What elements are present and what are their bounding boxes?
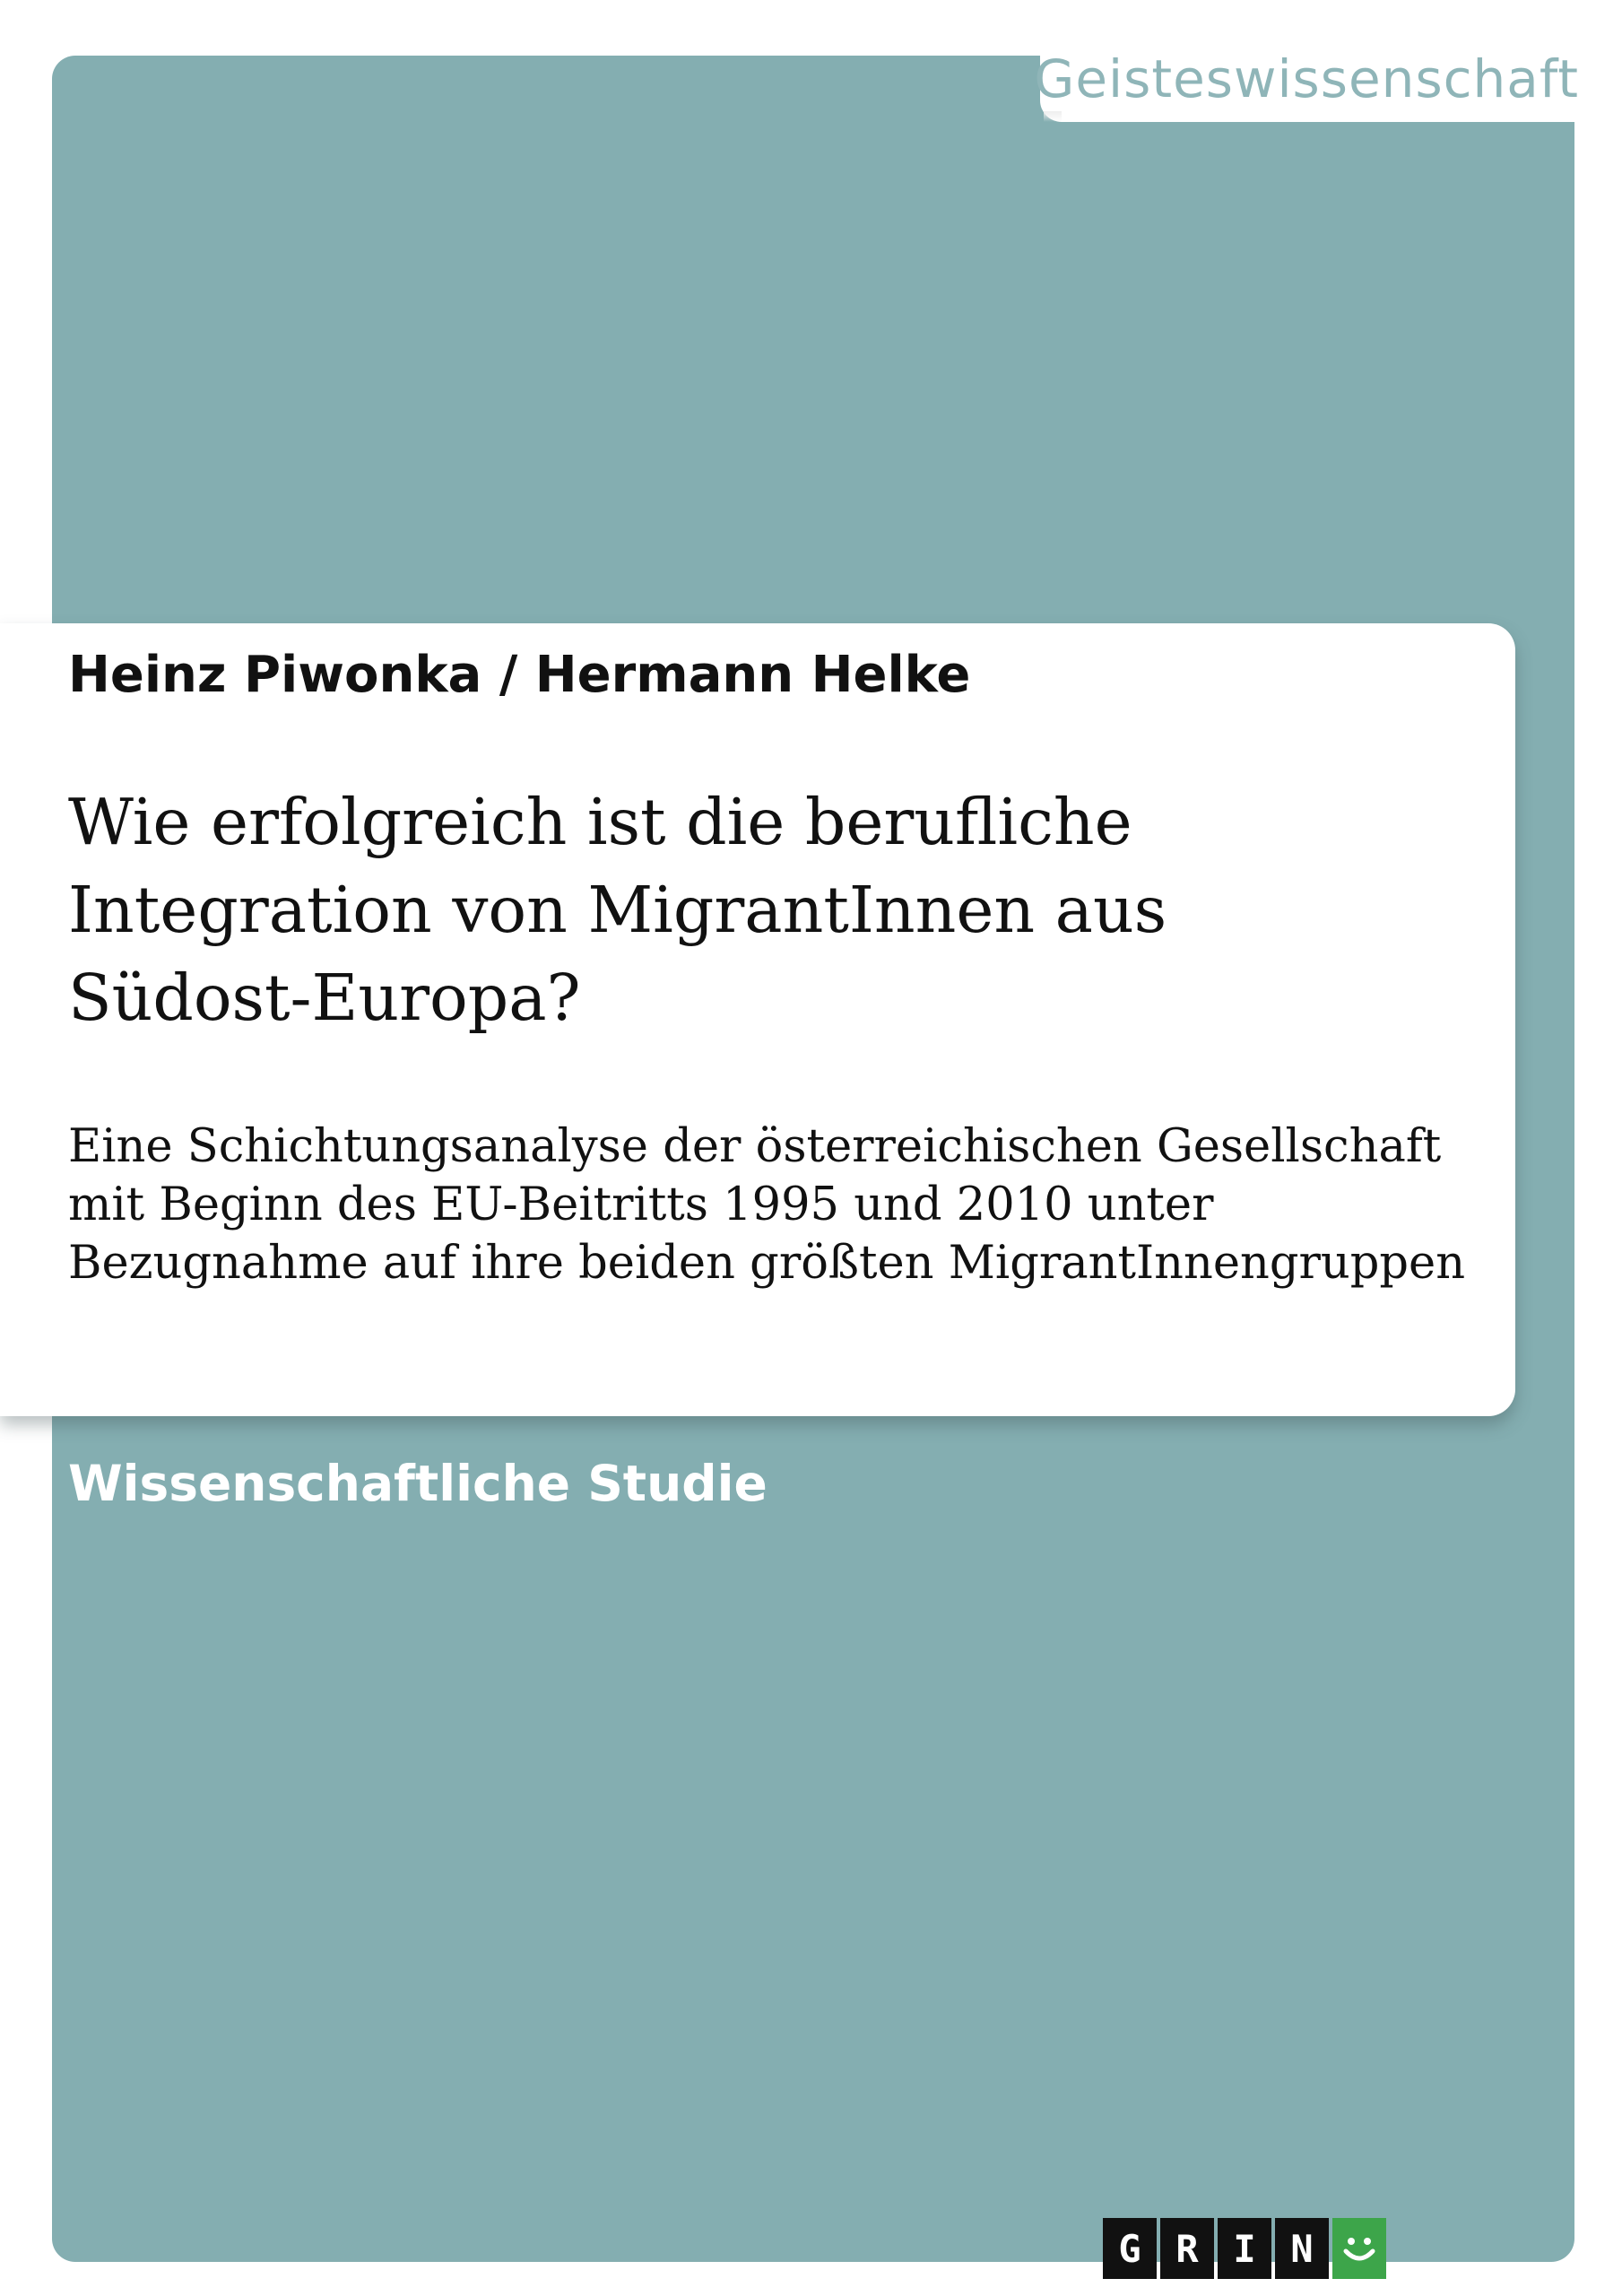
- book-title: Wie erfolgreich ist die berufliche Integration von MigrantInnen aus Südost-Europa?: [68, 785, 1167, 1035]
- logo-letter-i: I: [1218, 2218, 1271, 2279]
- smiley-icon: [1332, 2218, 1386, 2279]
- grin-logo: [1103, 2218, 1386, 2279]
- logo-letter-r: R: [1160, 2218, 1214, 2279]
- publication-type: Wissenschaftliche Studie: [68, 1455, 768, 1512]
- category-label: Geisteswissenschaft: [1034, 48, 1579, 109]
- book-subtitle: Eine Schichtungsanalyse der österreichischen Gesellschaft mit Beginn des EU-Beitritts 1995 und 2010 unter Bezugnahme auf ihre beiden größten MigrantInnengruppen: [68, 1120, 1466, 1290]
- authors: Heinz Piwonka / Hermann Helke: [68, 646, 971, 704]
- logo-letter-g: G: [1103, 2218, 1157, 2279]
- logo-letter-n: N: [1275, 2218, 1329, 2279]
